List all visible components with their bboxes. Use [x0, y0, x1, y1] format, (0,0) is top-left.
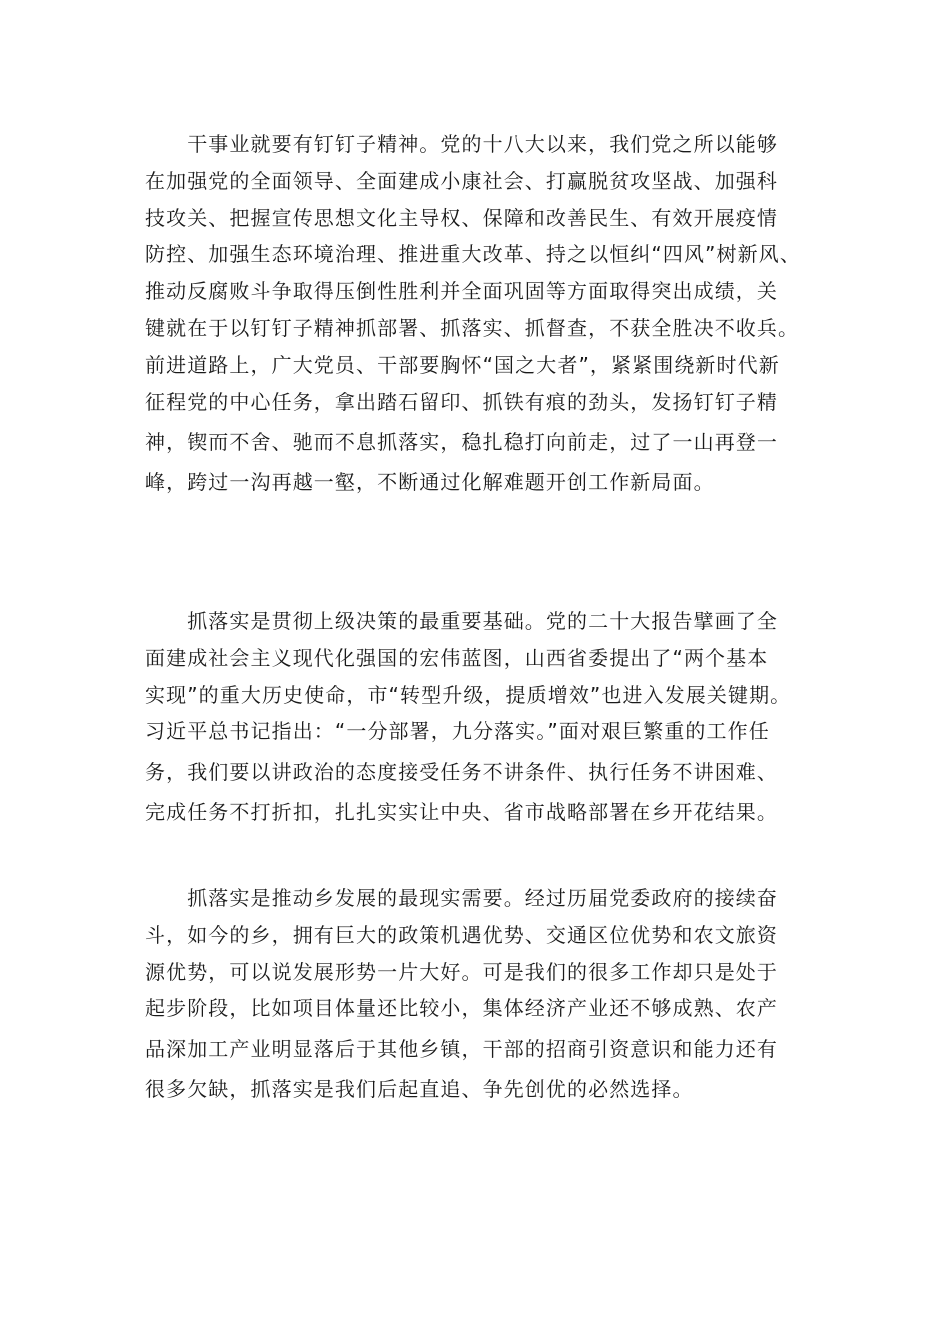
text-line: 完成任务不打折扣，扎扎实实让中央、省市战略部署在乡开花结果。 [145, 800, 778, 825]
text-line: 很多欠缺，抓落实是我们后起直追、争先创优的必然选择。 [145, 1077, 694, 1102]
paragraph-nail-spirit [145, 126, 805, 501]
text-line: 源优势，可以说发展形势一片大好。可是我们的很多工作却只是处于 [145, 959, 778, 984]
text-line: 品深加工产业明显落后于其他乡镇，干部的招商引资意识和能力还有 [145, 1037, 778, 1062]
text-line: 键就在于以钉钉子精神抓部署、抓落实、抓督查，不获全胜决不收兵。 [145, 315, 800, 340]
text-line: 干事业就要有钉钉子精神。党的十八大以来，我们党之所以能够 [145, 132, 778, 156]
text-line: 峰，跨过一沟再越一壑，不断通过化解难题开创工作新局面。 [145, 470, 715, 495]
text-line: 习近平总书记指出：“一分部署，九分落实。”面对艰巨繁重的工作任 [145, 719, 770, 744]
paragraph-implementation-basis [145, 603, 805, 831]
text-line: 防控、加强生态环境治理、推进重大改革、持之以恒纠“四风”树新风、 [145, 242, 801, 267]
text-line: 技攻关、把握宣传思想文化主导权、保障和改善民生、有效开展疫情 [145, 205, 778, 230]
text-line: 抓落实是推动乡发展的最现实需要。经过历届党委政府的接续奋 [145, 886, 778, 910]
text-line: 推动反腐败斗争取得压倒性胜利并全面巩固等方面取得突出成绩，关 [145, 279, 778, 304]
text-line: 实现”的重大历史使命，市“转型升级，提质增效”也进入发展关键期。 [145, 682, 792, 707]
text-line: 面建成社会主义现代化强国的宏伟蓝图，山西省委提出了“两个基本 [145, 645, 769, 670]
text-line: 斗，如今的乡，拥有巨大的政策机遇优势、交通区位优势和农文旅资 [145, 922, 778, 947]
text-line: 征程党的中心任务，拿出踏石留印、抓铁有痕的劲头，发扬钉钉子精 [145, 389, 778, 414]
text-line: 抓落实是贯彻上级决策的最重要基础。党的二十大报告擘画了全 [145, 609, 778, 633]
paragraph-township-development [145, 880, 805, 1108]
text-line: 起步阶段，比如项目体量还比较小，集体经济产业还不够成熟、农产 [145, 996, 778, 1021]
text-line: 务，我们要以讲政治的态度接受任务不讲条件、执行任务不讲困难、 [145, 760, 778, 785]
text-line: 前进道路上，广大党员、干部要胸怀“国之大者”，紧紧围绕新时代新 [145, 352, 780, 377]
text-line: 神，锲而不舍、驰而不息抓落实，稳扎稳打向前走，过了一山再登一 [145, 430, 778, 455]
text-line: 在加强党的全面领导、全面建成小康社会、打赢脱贫攻坚战、加强科 [145, 168, 778, 193]
